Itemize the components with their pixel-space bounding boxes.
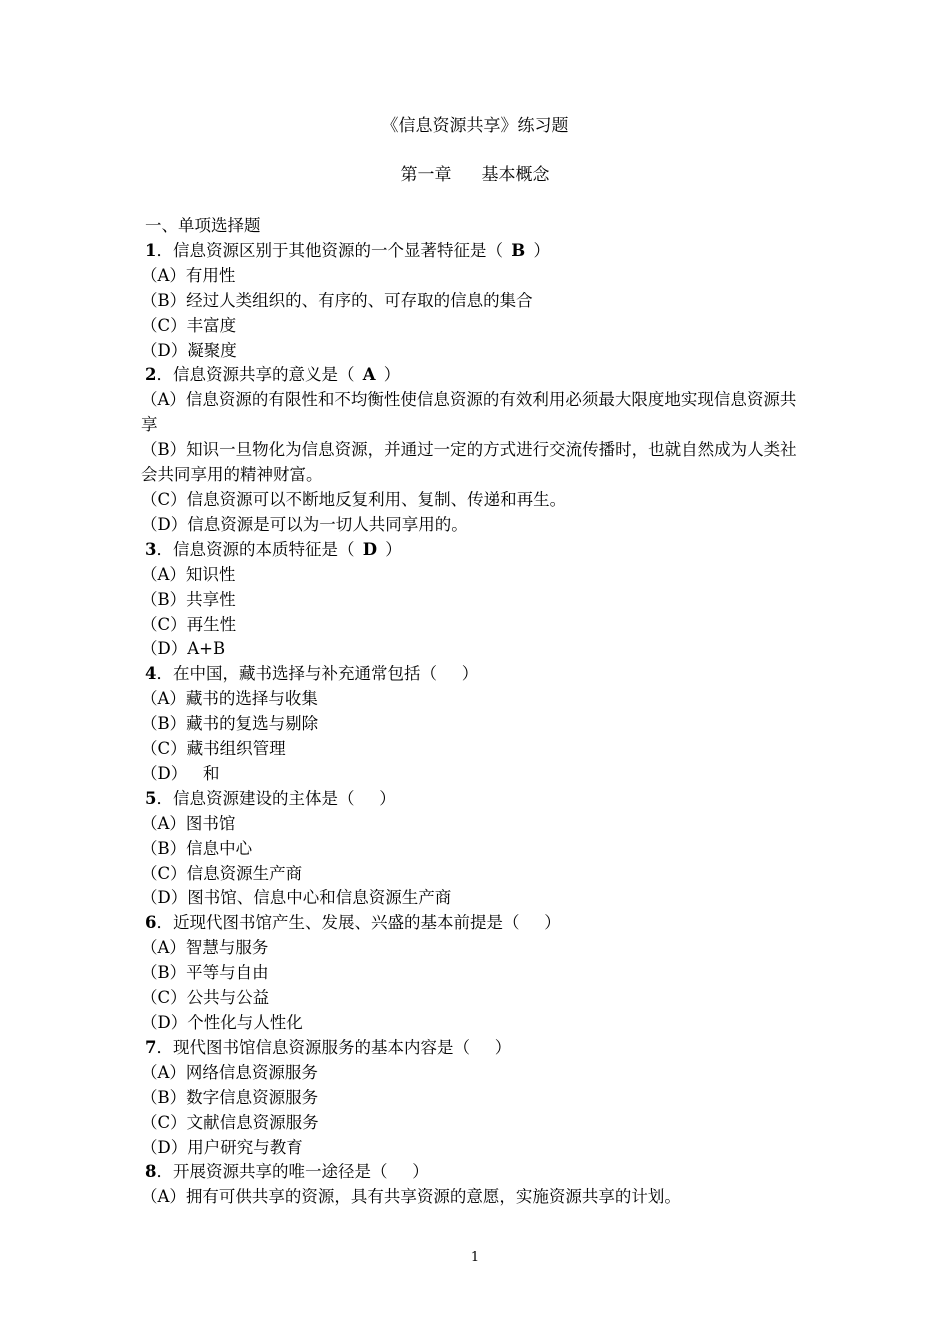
answer-option: （D）个性化与人性化 bbox=[141, 1013, 303, 1032]
answer-option: （D） 和 bbox=[141, 763, 220, 783]
question-text: ．信息资源的本质特征是（ bbox=[156, 539, 355, 559]
answer-option: （A）图书馆 bbox=[141, 813, 236, 833]
question-number: 7 bbox=[145, 1037, 157, 1057]
answer-option: （A）网络信息资源服务 bbox=[141, 1062, 318, 1082]
answer-option: （B）信息中心 bbox=[141, 838, 253, 858]
question-stem bbox=[145, 787, 810, 812]
answer-option: （A）藏书的选择与收集 bbox=[141, 689, 318, 709]
answer-option: （B）经过人类组织的、有序的、可存取的信息的集合 bbox=[141, 290, 533, 310]
question-number: 3 bbox=[145, 539, 157, 559]
question-text: ．在中国，藏书选择与补充通常包括（ bbox=[156, 664, 437, 684]
question-stem bbox=[145, 911, 810, 936]
answer-option: （D）凝聚度 bbox=[141, 340, 237, 360]
question-stem bbox=[145, 363, 810, 388]
question-stem bbox=[145, 1036, 810, 1061]
question-text: ．信息资源建设的主体是（ bbox=[156, 788, 355, 808]
question-stem bbox=[145, 538, 810, 563]
answer-option: （C）再生性 bbox=[141, 614, 237, 634]
answer-option: （C）丰富度 bbox=[141, 315, 237, 335]
answer-option: （C）信息资源可以不断地反复利用、复制、传递和再生。 bbox=[141, 489, 567, 509]
answer-letter: B bbox=[511, 240, 526, 260]
question-number: 8 bbox=[145, 1162, 157, 1182]
question-close-paren: ） bbox=[494, 1037, 512, 1057]
answer-option: （D）A+B bbox=[141, 639, 226, 659]
answer-option: （A）智慧与服务 bbox=[141, 938, 269, 958]
question-text: ．信息资源区别于其他资源的一个显著特征是（ bbox=[156, 240, 503, 260]
question-number: 6 bbox=[145, 913, 157, 933]
question-close-paren: ） bbox=[379, 788, 396, 808]
question-text: ．开展资源共享的唯一途径是（ bbox=[156, 1162, 388, 1182]
answer-option: （B）平等与自由 bbox=[141, 963, 269, 983]
question-stem bbox=[145, 1160, 810, 1185]
question-text: ．近现代图书馆产生、发展、兴盛的基本前提是（ bbox=[156, 913, 520, 933]
answer-option: （A）信息资源的有限性和不均衡性使信息资源的有效利用必须最大限度地实现信息资源共享 bbox=[141, 390, 797, 435]
chapter-title: 基本概念 bbox=[481, 165, 550, 185]
question-text: ．信息资源共享的意义是（ bbox=[156, 365, 355, 385]
answer-option: （A）有用性 bbox=[141, 265, 236, 285]
section-heading: 一、单项选择题 bbox=[145, 216, 261, 235]
question-close-paren: ） bbox=[383, 365, 401, 385]
question-close-paren: ） bbox=[385, 539, 402, 559]
chapter-number: 第一章 bbox=[400, 165, 452, 185]
document-title: 《信息资源共享》练习题 bbox=[381, 116, 569, 136]
answer-option: （A）拥有可供共享的资源，具有共享资源的意愿，实施资源共享的计划。 bbox=[141, 1187, 681, 1207]
question-text: ．现代图书馆信息资源服务的基本内容是（ bbox=[156, 1037, 470, 1057]
answer-option: （B）共享性 bbox=[141, 589, 236, 609]
answer-letter: D bbox=[362, 539, 378, 559]
question-number: 2 bbox=[145, 365, 157, 385]
question-close-paren: ） bbox=[461, 664, 479, 684]
questions-container bbox=[141, 239, 810, 1210]
answer-option: （B）知识一旦物化为信息资源，并通过一定的方式进行交流传播时，也就自然成为人类社会共同享用的精神财富。 bbox=[141, 440, 797, 485]
question-number: 4 bbox=[145, 664, 157, 684]
answer-option: （C）文献信息资源服务 bbox=[141, 1112, 319, 1132]
question-stem bbox=[145, 662, 810, 687]
answer-option: （D）用户研究与教育 bbox=[141, 1137, 303, 1157]
answer-option: （D）信息资源是可以为一切人共同享用的。 bbox=[141, 514, 468, 534]
question-close-paren: ） bbox=[412, 1162, 429, 1182]
answer-option: （C）藏书组织管理 bbox=[141, 739, 286, 759]
question-number: 1 bbox=[145, 240, 157, 260]
answer-option: （C）信息资源生产商 bbox=[141, 863, 303, 883]
page-number: 1 bbox=[470, 1250, 480, 1265]
question-close-paren: ） bbox=[544, 913, 561, 933]
question-number: 5 bbox=[145, 788, 157, 808]
question-stem bbox=[145, 239, 810, 264]
answer-option: （C）公共与公益 bbox=[141, 988, 270, 1008]
answer-option: （B）数字信息资源服务 bbox=[141, 1087, 319, 1107]
question-list bbox=[141, 214, 810, 1210]
chapter-heading bbox=[0, 163, 950, 187]
answer-letter: A bbox=[362, 365, 376, 385]
question-close-paren: ） bbox=[533, 240, 550, 260]
answer-option: （D）图书馆、信息中心和信息资源生产商 bbox=[141, 888, 452, 908]
answer-option: （B）藏书的复选与剔除 bbox=[141, 714, 319, 734]
answer-option: （A）知识性 bbox=[141, 564, 236, 584]
